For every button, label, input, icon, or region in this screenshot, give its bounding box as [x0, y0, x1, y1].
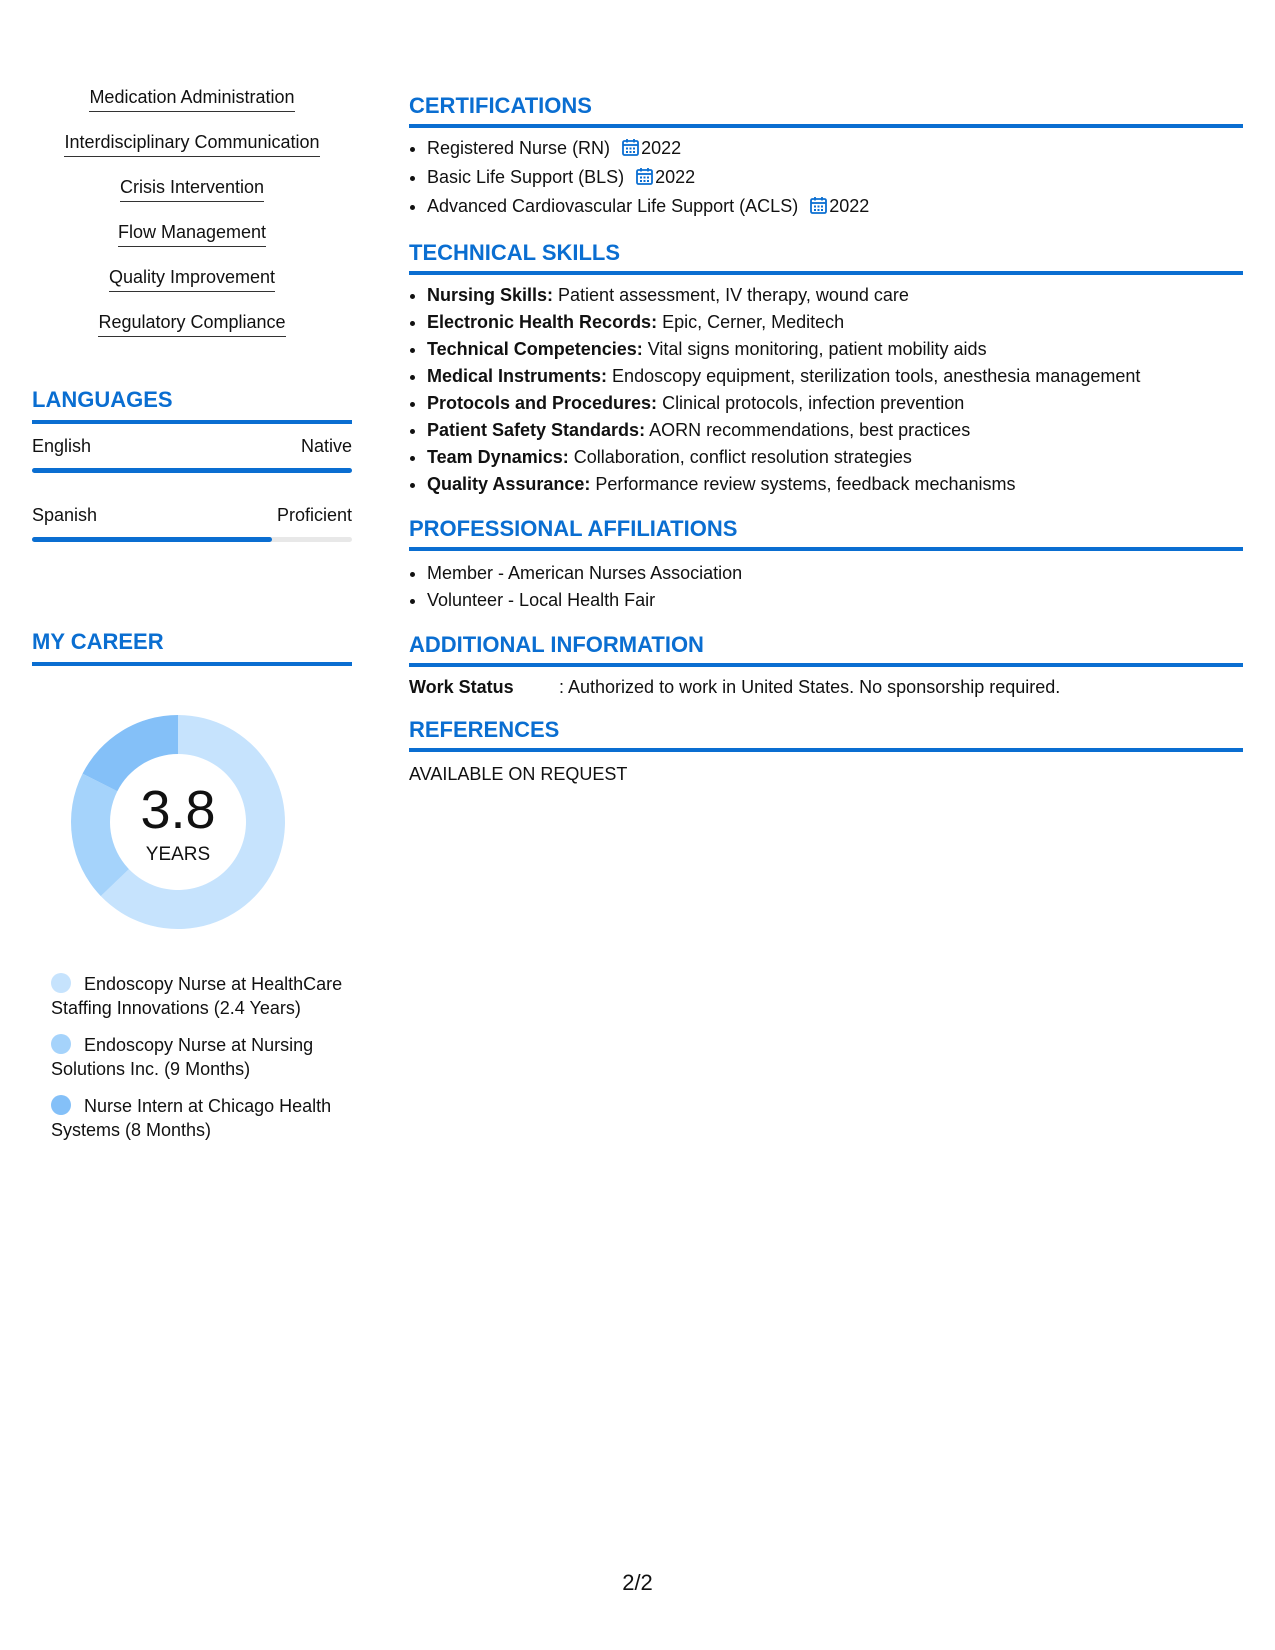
technical-skill-item	[427, 417, 1243, 444]
additional-info-section	[409, 631, 1243, 699]
skill-item	[32, 264, 352, 309]
skill-item	[32, 129, 352, 174]
legend-dot	[51, 1095, 71, 1115]
technical-skill-text: Collaboration, conflict resolution strategies	[568, 447, 912, 467]
language-bar	[32, 468, 352, 473]
certifications-section	[409, 92, 1243, 222]
technical-skill-item	[427, 309, 1243, 336]
legend-item	[51, 1094, 351, 1142]
work-status-value: : Authorized to work in United States. No sponsorship required.	[559, 677, 1061, 697]
career-total-unit: YEARS	[145, 844, 211, 865]
technical-skill-text: Vital signs monitoring, patient mobility aids	[642, 339, 987, 359]
affiliations-heading: PROFESSIONAL AFFILIATIONS	[409, 515, 1243, 551]
legend-dot	[51, 973, 71, 993]
technical-skill-text: Endoscopy equipment, sterilization tools, anesthesia management	[607, 366, 1141, 386]
skill-label: Medication Administration	[89, 86, 294, 112]
certification-name: Basic Life Support (BLS)	[427, 167, 625, 187]
skill-item	[32, 174, 352, 219]
legend-item	[51, 1033, 351, 1081]
references-section	[409, 716, 1243, 786]
skill-item	[32, 309, 352, 354]
certification-item	[427, 135, 1243, 164]
technical-skills-heading: TECHNICAL SKILLS	[409, 239, 1243, 275]
skill-item	[32, 84, 352, 129]
technical-skill-label: Team Dynamics:	[427, 447, 569, 467]
career-heading: MY CAREER	[32, 628, 352, 666]
career-legend	[51, 972, 351, 1155]
additional-info-heading: ADDITIONAL INFORMATION	[409, 631, 1243, 667]
career-donut-chart	[66, 710, 290, 934]
calendar-icon	[636, 166, 653, 193]
technical-skill-text: AORN recommendations, best practices	[645, 420, 971, 440]
language-bar-fill	[32, 537, 272, 542]
technical-skill-item	[427, 363, 1243, 390]
references-heading: REFERENCES	[409, 716, 1243, 752]
skill-label: Flow Management	[118, 221, 266, 247]
skill-label: Crisis Intervention	[120, 176, 264, 202]
calendar-icon	[622, 137, 639, 164]
technical-skill-text: Performance review systems, feedback mechanisms	[590, 474, 1016, 494]
affiliation-item: • Member - American Nurses Association	[427, 560, 1243, 587]
technical-skill-label: Nursing Skills:	[427, 285, 554, 305]
work-status-row	[409, 675, 1243, 699]
certification-item	[427, 193, 1243, 222]
right-column	[409, 92, 1243, 786]
technical-skill-label: Electronic Health Records:	[427, 312, 658, 332]
certifications-heading: CERTIFICATIONS	[409, 92, 1243, 128]
technical-skill-item	[427, 390, 1243, 417]
language-bar-fill	[32, 468, 352, 473]
certification-name: Advanced Cardiovascular Life Support (ACLS)	[427, 196, 799, 216]
certifications-list	[409, 135, 1243, 222]
career-total-value: 3.8	[140, 780, 216, 840]
work-status-label: Work Status	[409, 677, 514, 697]
technical-skill-item	[427, 336, 1243, 363]
certification-item	[427, 164, 1243, 193]
page-number: 2/2	[622, 1570, 653, 1595]
technical-skill-item	[427, 444, 1243, 471]
technical-skills-section	[409, 239, 1243, 498]
certification-name: Registered Nurse (RN)	[427, 138, 611, 158]
career-total	[66, 710, 290, 934]
legend-label: Endoscopy Nurse at HealthCare Staffing Innovations (2.4 Years)	[51, 974, 343, 1018]
certification-year: 2022	[829, 196, 870, 216]
certification-year: 2022	[641, 138, 682, 158]
calendar-icon	[810, 195, 827, 222]
languages-heading: LANGUAGES	[32, 386, 352, 424]
technical-skill-label: Quality Assurance:	[427, 474, 591, 494]
language-level: Proficient	[276, 505, 352, 525]
language-name: English	[32, 436, 92, 456]
technical-skill-label: Protocols and Procedures:	[427, 393, 658, 413]
skill-item	[32, 219, 352, 264]
technical-skill-text: Clinical protocols, infection prevention	[657, 393, 965, 413]
technical-skills-list	[409, 282, 1243, 498]
technical-skill-text: Epic, Cerner, Meditech	[657, 312, 845, 332]
affiliations-section	[409, 515, 1243, 614]
left-column	[32, 84, 352, 1140]
references-text: AVAILABLE ON REQUEST	[409, 764, 628, 784]
technical-skill-item	[427, 471, 1243, 498]
language-bar	[32, 537, 352, 542]
skill-label: Regulatory Compliance	[98, 311, 285, 337]
language-name: Spanish	[32, 505, 98, 525]
legend-label: Nurse Intern at Chicago Health Systems (8 Months)	[51, 1096, 332, 1140]
legend-item	[51, 972, 351, 1020]
legend-label: Endoscopy Nurse at Nursing Solutions Inc. (9 Months)	[51, 1035, 314, 1079]
affiliation-item: • Volunteer - Local Health Fair	[427, 587, 1243, 614]
language-level: Native	[300, 436, 352, 456]
certification-year: 2022	[655, 167, 696, 187]
core-skills-list	[32, 84, 352, 354]
technical-skill-label: Technical Competencies:	[427, 339, 643, 359]
technical-skill-label: Patient Safety Standards:	[427, 420, 646, 440]
technical-skill-text: Patient assessment, IV therapy, wound care	[553, 285, 909, 305]
skill-label: Quality Improvement	[109, 266, 275, 292]
affiliations-list	[409, 560, 1243, 614]
technical-skill-item	[427, 282, 1243, 309]
skill-label: Interdisciplinary Communication	[64, 131, 319, 157]
legend-dot	[51, 1034, 71, 1054]
technical-skill-label: Medical Instruments:	[427, 366, 608, 386]
